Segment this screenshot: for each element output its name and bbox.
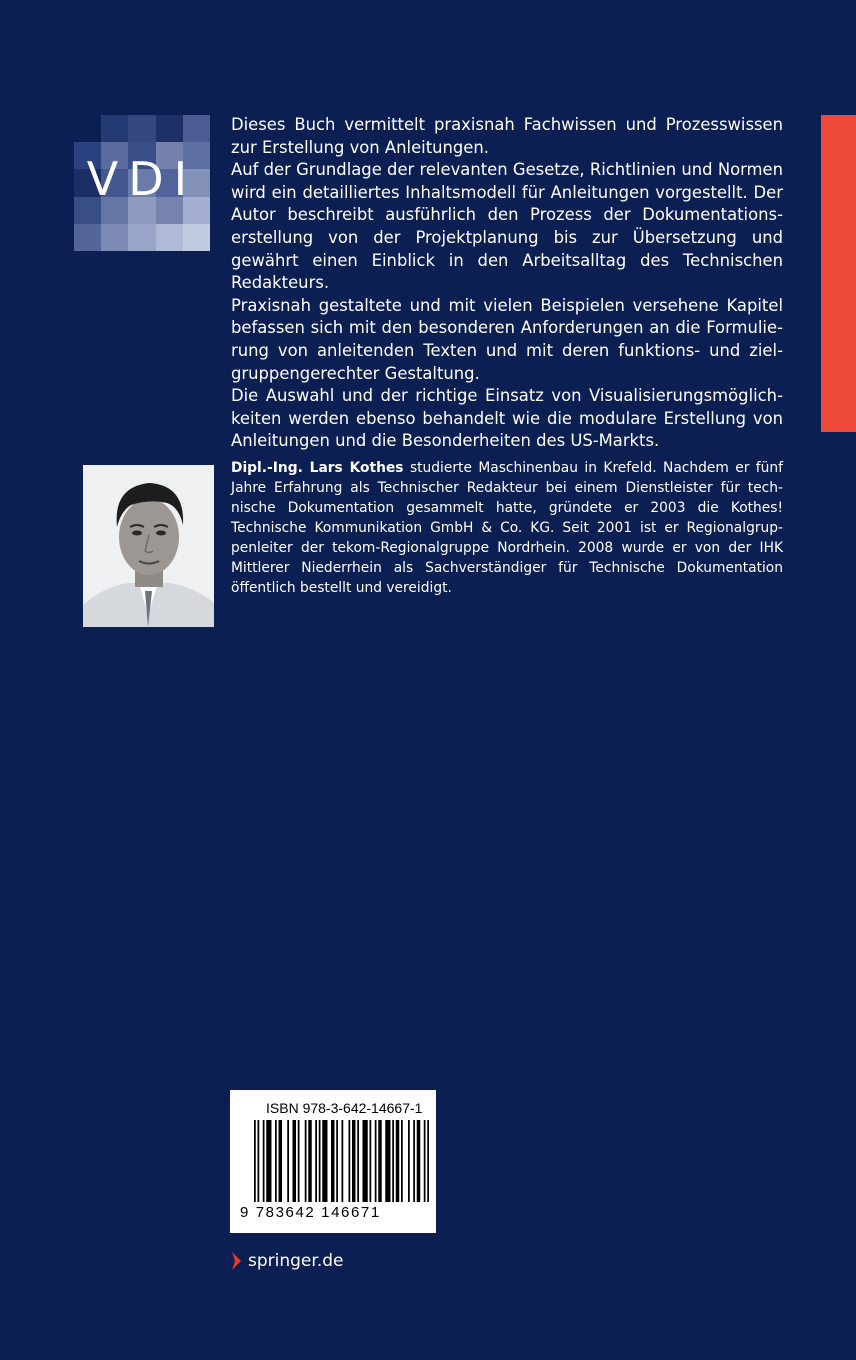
logo-tile (101, 115, 128, 142)
barcode-bar (342, 1120, 344, 1202)
barcode-bar (349, 1120, 351, 1202)
barcode-bar (375, 1120, 377, 1202)
barcode-bar (293, 1120, 297, 1202)
barcode-bar (370, 1120, 372, 1202)
barcode-bar (322, 1120, 327, 1202)
logo-tile (156, 224, 183, 251)
description-paragraph-4: Die Auswahl und der richtige Einsatz von Visualisierungsmöglichkeiten werden ebenso behandelt wie die modulare Erstellung von Anleitungen und die Besonderheiten des US-Markts. (231, 386, 783, 451)
barcode-bar (392, 1120, 394, 1202)
red-accent-bar (821, 115, 856, 432)
barcode-bar (258, 1120, 260, 1202)
barcode-bar (357, 1120, 359, 1202)
barcode-bar (378, 1120, 382, 1202)
barcode-bar (279, 1120, 283, 1202)
logo-tile (156, 115, 183, 142)
author-portrait-icon (83, 465, 214, 627)
barcode-digits: 9 783642 146671 (240, 1204, 381, 1221)
barcode-bar (408, 1120, 410, 1202)
logo-tile (74, 224, 101, 251)
barcode-bar (266, 1120, 271, 1202)
publisher-url: springer.de (248, 1251, 344, 1271)
barcode-bar (413, 1120, 415, 1202)
barcode-bar (331, 1120, 335, 1202)
logo-tile (183, 224, 210, 251)
barcode-bar (424, 1120, 426, 1202)
barcode-bar (305, 1120, 307, 1202)
logo-tile (183, 115, 210, 142)
barcode-bar (363, 1120, 368, 1202)
isbn-barcode (230, 1090, 436, 1233)
isbn-label: ISBN 978-3-642-14667-1 (266, 1100, 423, 1116)
barcode-bar (396, 1120, 400, 1202)
barcode-bar (298, 1120, 300, 1202)
description-paragraph-2: Auf der Grundlage der relevanten Gesetze, Richtlinien und Normen wird ein detailliertes Inhaltsmodell für Anleitungen vorgestellt. Der Autor beschreibt ausführlich den Prozess der Dokumentationserstellung von der Projektplanung bis zur Übersetzung und gewährt einen Einblick in den Arbeitsalltag des Technischen Redakteurs. (231, 160, 783, 293)
chevron-right-icon (231, 1251, 243, 1271)
barcode-bar (254, 1120, 256, 1202)
logo-tile (128, 115, 155, 142)
barcode-bar (287, 1120, 289, 1202)
barcode-bar (319, 1120, 321, 1202)
barcode-bar (417, 1120, 421, 1202)
barcode-bar (401, 1120, 403, 1202)
barcode-bar (352, 1120, 356, 1202)
book-description (231, 114, 783, 453)
barcode-bar (275, 1120, 277, 1202)
author-bio (231, 458, 783, 598)
barcode-bar (336, 1120, 338, 1202)
author-photo (83, 465, 214, 627)
vdi-logo-text: VDI (86, 152, 198, 206)
barcode-bar (427, 1120, 429, 1202)
description-paragraph-3: Praxisnah gestaltete und mit vielen Beispielen versehene Kapitel befassen sich mit den besonderen Anforderungen an die Formulierung von anleitenden Texten und mit deren funktions- und zielgruppengerechter Gestaltung. (231, 295, 783, 383)
logo-tile (128, 224, 155, 251)
description-paragraph-1: Dieses Buch vermittelt praxisnah Fachwissen und Prozesswissen zur Erstellung von Anleitungen. (231, 115, 783, 157)
logo-tile (74, 115, 101, 142)
barcode-bar (308, 1120, 312, 1202)
barcode-bar (263, 1120, 265, 1202)
author-name: Dipl.-Ing. Lars Kothes (231, 460, 404, 476)
logo-tile (101, 224, 128, 251)
barcode-bar (385, 1120, 390, 1202)
author-bio-text: studierte Maschinenbau in Krefeld. Nachdem er fünf Jahre Erfahrung als Technischer Redakteur bei einem Dienstleister für technische Dokumentation gesammelt hatte, gründete er 2003 die Kothes! Technische Kommunikation GmbH & Co. KG. Seit 2001 ist er Regionalgruppenleiter der tekom-Regionalgruppe Nordrhein. 2008 wurde er von der IHK Mittlerer Niederrhein als Sachverständiger für Technische Dokumentation öffentlich bestellt und vereidigt. (231, 460, 784, 596)
barcode-bar (315, 1120, 317, 1202)
publisher-link[interactable] (231, 1251, 343, 1271)
